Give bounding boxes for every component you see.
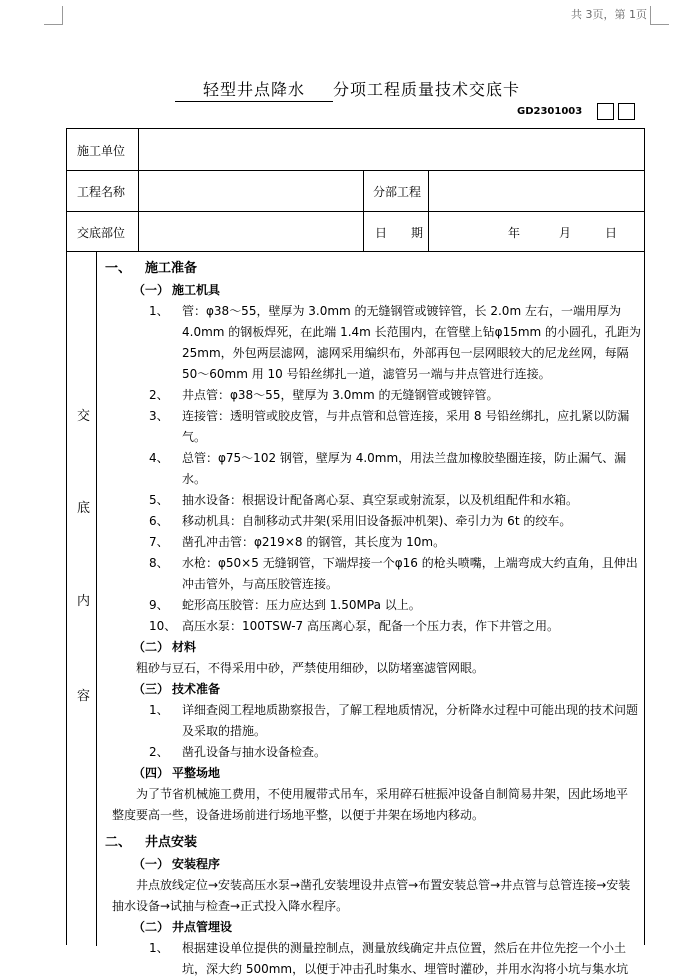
code-row — [517, 103, 635, 120]
title-rest: 分项工程质量技术交底卡 — [333, 80, 521, 99]
list-item: 9、 蛇形高压胶管：压力应达到 1.50MPa 以上。 — [149, 598, 421, 612]
col-divider — [363, 170, 364, 251]
list-item: 10、 高压水泵：100TSW-7 高压离心泵，配备一个压力表，作下井管之用。 — [149, 619, 560, 633]
page-counter: 共 3页，第 1页 — [571, 8, 647, 21]
label-construction-unit: 施工单位 — [77, 144, 126, 158]
date-year: 年 — [508, 226, 521, 240]
section-heading: 一、 施工准备 — [105, 261, 198, 276]
paragraph: 粗砂与豆石，不得采用中砂，严禁使用细砂，以防堵塞滤管网眼。 — [136, 661, 485, 675]
list-item: 2、 井点管：φ38～55，壁厚为 3.0mm 的无缝钢管或镀锌管。 — [149, 388, 499, 402]
side-label-char: 交 — [77, 409, 91, 424]
subsection-heading: （三） 技术准备 — [133, 682, 221, 696]
row-divider — [67, 211, 644, 212]
checkbox-2[interactable] — [618, 103, 635, 120]
label-date: 日 期 — [375, 226, 424, 240]
col-divider — [138, 129, 139, 251]
list-item: 8、 水枪：φ50×5 无缝钢管，下端焊接一个φ16 的枪头喷嘴，上端弯成大约直角，且伸出冲击管外，与高压胶管连接。 — [149, 556, 638, 591]
list-item: 7、 凿孔冲击管：φ219×8 的钢管，其长度为 10m。 — [149, 535, 446, 549]
subsection-heading: （二） 井点管埋设 — [133, 920, 233, 934]
list-item: 1、 根据建设单位提供的测量控制点，测量放线确定井点位置，然后在井位先挖一个小土坑，深大约 500mm，以便于冲击孔时集水、埋管时灌砂，并用水沟将小坑与集水坑 — [149, 941, 629, 976]
subsection-heading: （四） 平整场地 — [133, 766, 221, 780]
subsection-heading: （一） 施工机具 — [133, 283, 221, 297]
list-item: 3、 连接管：透明管或胶皮管，与井点管和总管连接，采用 8 号铅丝绑扎，应扎紧以防漏气。 — [149, 409, 630, 444]
paragraph: 为了节省机械施工费用，不使用履带式吊车，采用碎石桩振冲设备自制简易井架，因此场地平整度要高一些，设备进场前进行场地平整，以便于井架在场地内移动。 — [112, 787, 629, 822]
col-divider — [428, 170, 429, 251]
label-project-name: 工程名称 — [77, 185, 126, 199]
list-item: 2、 凿孔设备与抽水设备检查。 — [149, 745, 327, 759]
label-location: 交底部位 — [77, 226, 126, 240]
title-subject: 轻型井点降水 — [175, 77, 333, 102]
side-label-char: 内 — [77, 594, 91, 609]
checkbox-1[interactable] — [597, 103, 614, 120]
row-divider — [67, 170, 644, 171]
document-code: GD2301003 — [517, 106, 583, 117]
crop-mark-right — [650, 6, 669, 25]
list-item: 5、 抽水设备：根据设计配备离心泵、真空泵或射流泵，以及机组配件和水箱。 — [149, 493, 579, 507]
list-item: 1、 管：φ38～55，壁厚为 3.0mm 的无缝钢管或镀锌管，长 2.0m 左右，一端用厚为 4.0mm 的钢板焊死，在此端 1.4m 长范围内，在管壁上钻φ15mm 的小圆孔，孔距为 25mm，外包两层滤网，滤网采用编织布，外部再包一层网眼较大的尼龙丝网，每隔 50～60mm 用 10 号铅丝绑扎一道，滤管另一端与井点管进行连接。 — [149, 304, 642, 381]
label-sub-project: 分部工程 — [373, 185, 422, 199]
side-label-char: 底 — [77, 501, 91, 516]
document-title — [0, 77, 695, 102]
list-item: 1、 详细查阅工程地质勘察报告，了解工程地质情况，分析降水过程中可能出现的技术问题及采取的措施。 — [149, 703, 639, 738]
date-day: 日 — [605, 226, 618, 240]
list-item: 6、 移动机具：自制移动式井架(采用旧设备振冲机架)、牵引力为 6t 的绞车。 — [149, 514, 572, 528]
date-month: 月 — [559, 226, 572, 240]
crop-mark-left — [44, 6, 63, 25]
subsection-heading: （二） 材料 — [133, 640, 197, 654]
side-label-char: 容 — [77, 689, 91, 704]
paragraph: 井点放线定位→安装高压水泵→凿孔安装埋设井点管→布置安装总管→井点管与总管连接→安装抽水设备→试抽与检查→正式投入降水程序。 — [112, 878, 631, 913]
section-heading: 二、 井点安装 — [105, 835, 198, 850]
subsection-heading: （一） 安装程序 — [133, 857, 221, 871]
content-body — [97, 258, 645, 980]
list-item: 4、 总管：φ75～102 钢管，壁厚为 4.0mm，用法兰盘加橡胶垫圈连接，防止漏气、漏水。 — [149, 451, 627, 486]
row-divider — [67, 251, 644, 252]
